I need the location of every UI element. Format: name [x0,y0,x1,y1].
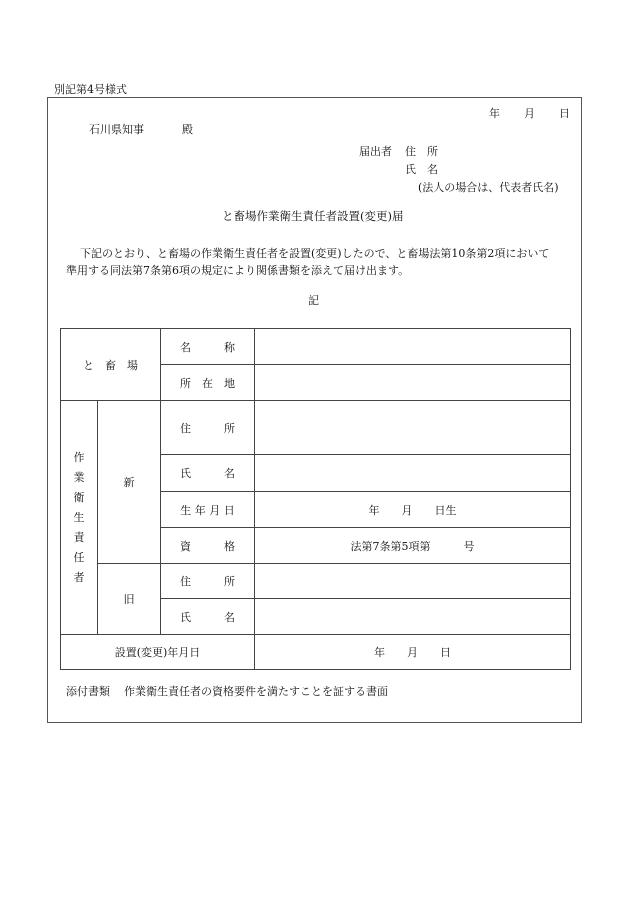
date-month: 月 [524,107,535,120]
name-label: 氏 名 [405,163,438,176]
old-name-field[interactable] [255,599,571,635]
qualification-value[interactable]: 法第7条第5項第 号 [255,528,571,564]
birthdate-label: 生 年 月 日 [161,492,255,528]
attachment-text: 作業衛生責任者の資格要件を満たすことを証する書面 [124,685,388,698]
slaughterhouse-label: と 畜 場 [61,329,161,401]
sh-name-field[interactable] [255,329,571,365]
new-address-field[interactable] [255,401,571,455]
birthdate-value[interactable]: 年 月 日生 [255,492,571,528]
attachment-label: 添付書類 [66,685,110,698]
submitter-label: 届出者 [359,145,392,158]
old-name-label: 氏 名 [161,599,255,635]
manager-label: 作 業 衛 生 責 任 者 [73,450,85,584]
old-address-label: 住 所 [161,564,255,599]
corp-note: (法人の場合は、代表者氏名) [418,181,559,194]
new-address-label: 住 所 [161,401,255,455]
setup-date-label: 設置(変更)年月日 [61,635,255,670]
sh-location-field[interactable] [255,365,571,401]
manager-label-cell [61,401,98,635]
old-label: 旧 [98,564,161,635]
honorific: 殿 [182,123,193,136]
ki-label: 記 [308,294,319,307]
body-text-line1: 下記のとおり、と畜場の作業衛生責任者を設置(変更)したので、と畜場法第10条第2項において [80,247,550,260]
form-number: 別記第4号様式 [54,83,127,96]
registration-table [60,328,571,670]
new-label: 新 [98,401,161,564]
document-title: と畜場作業衛生責任者設置(変更)届 [222,209,404,223]
new-name-field[interactable] [255,455,571,492]
addressee: 石川県知事 [89,123,144,136]
address-label: 住 所 [405,145,438,158]
new-name-label: 氏 名 [161,455,255,492]
date-day: 日 [559,107,570,120]
old-address-field[interactable] [255,564,571,599]
qualification-label: 資 格 [161,528,255,564]
body-text-line2: 準用する同法第7条第6項の規定により関係書類を添えて届け出ます。 [66,264,410,277]
sh-name-label: 名 称 [161,329,255,365]
setup-date-value[interactable]: 年 月 日 [255,635,571,670]
date-year: 年 [489,107,500,120]
sh-location-label: 所 在 地 [161,365,255,401]
